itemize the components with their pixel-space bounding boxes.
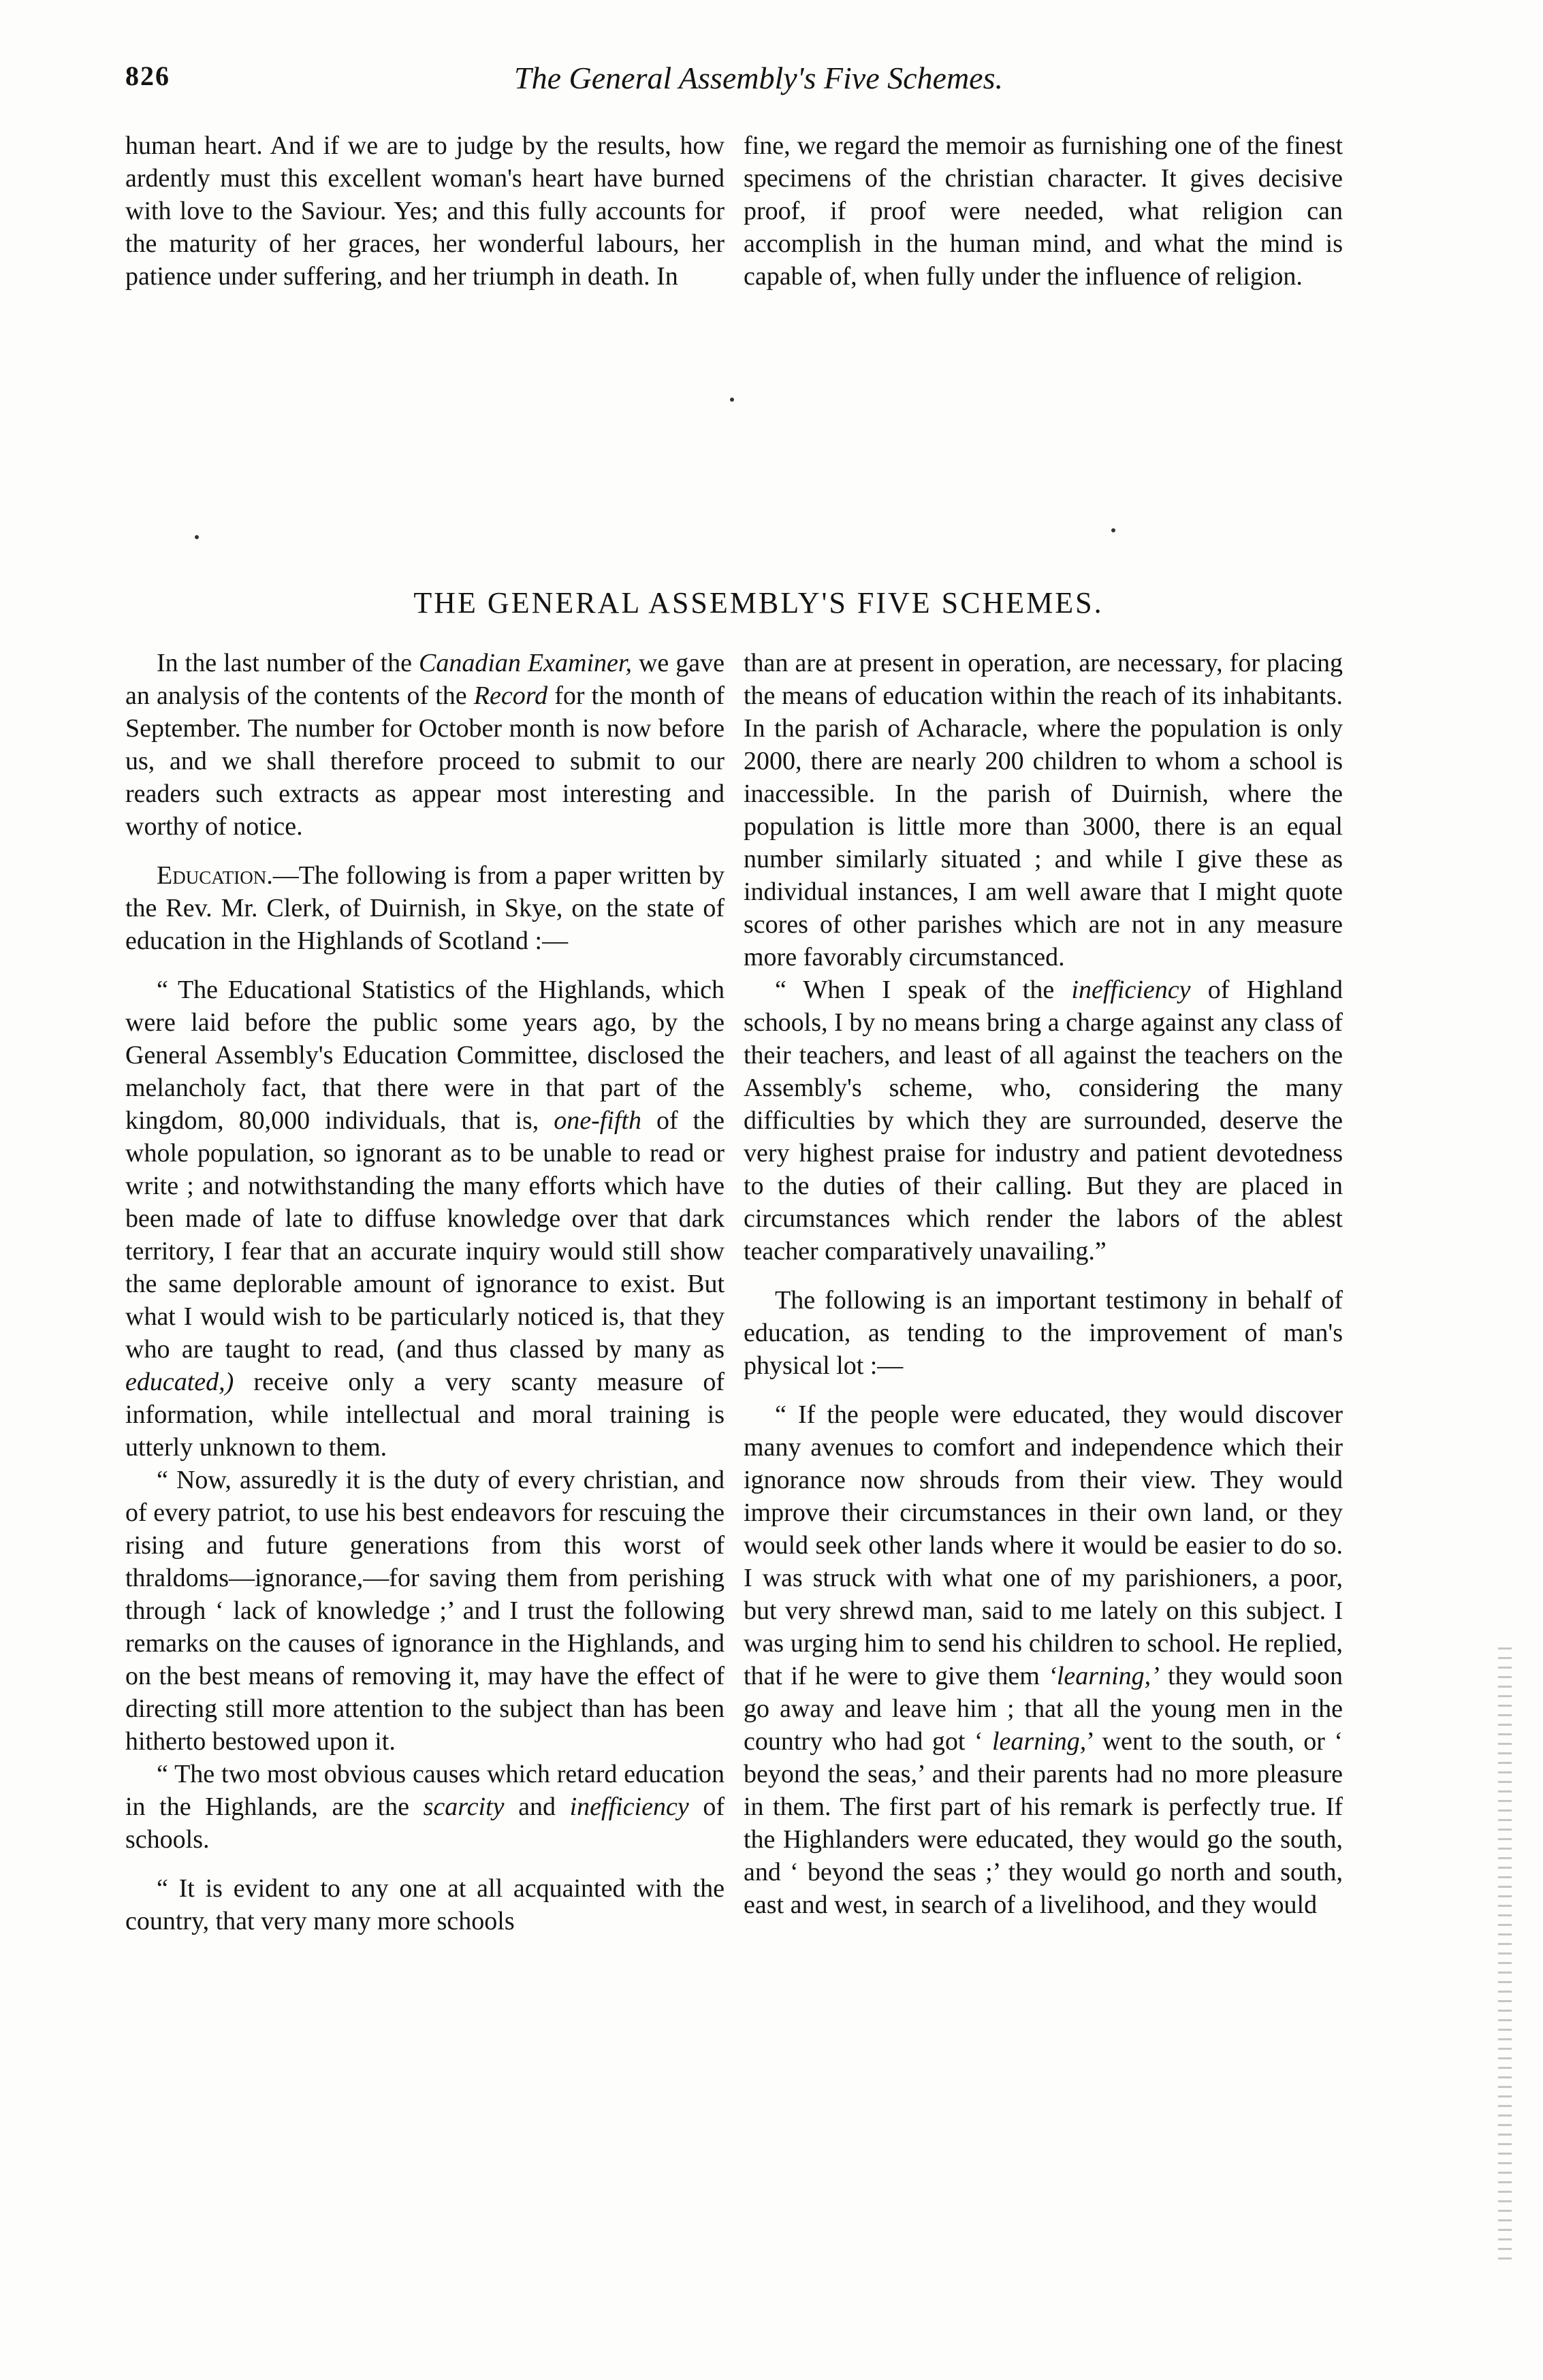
quote-paragraph: “ When I speak of the inefficiency of Highland schools, I by no means bring a charge against any class of their teachers, and least of all against the teachers on the Assembly's scheme, who, considering the many difficulties by which they are surrounded, deserve the very highest praise for industry and patient devotedness to the duties of their calling. But they are placed in circumstances which render the labors of the ablest teacher comparatively unavailing.” [744, 976, 1343, 1266]
article-left-column [125, 647, 725, 2267]
previous-article-text-right: fine, we regard the memoir as furnishing one of the finest specimens of the christian character. It gives decisive proof, if proof were needed, what religion can accomplish in the human mind, and what the mind is capable of, when fully under the influence of religion. [744, 131, 1343, 291]
article-right-column [744, 647, 1343, 2267]
article-title: THE GENERAL ASSEMBLY'S FIVE SCHEMES. [413, 586, 1104, 620]
quote-paragraph: “ It is evident to any one at all acquainted with the country, that very many more schools [125, 1874, 725, 1935]
publication-title: Canadian Examiner, [419, 649, 632, 677]
previous-article-right-column [744, 129, 1343, 293]
education-paragraph: Education.—The following is from a paper written by the Rev. Mr. Clerk, of Duirnish, in Skye, on the state of education in the Highlands of Scotland :— [125, 861, 725, 955]
previous-article-text-left: human heart. And if we are to judge by the results, how ardently must this excellent woman's heart have burned with love to the Saviour. Yes; and this fully accounts for the maturity of her graces, her wonderful labours, her patience under suffering, and her triumph in death. In [125, 131, 725, 291]
publication-title: Record [473, 681, 548, 710]
page-number: 826 [125, 61, 170, 91]
intro-paragraph: In the last number of the Canadian Examiner, we gave an analysis of the contents of the Record for the month of September. The number for October month is now before us, and we shall therefore proceed to submit to our readers such extracts as appear most interesting and worthy of notice. [125, 649, 725, 841]
quote-paragraph: “ Now, assuredly it is the duty of every christian, and of every patriot, to use his best endeavors for rescuing the rising and future generations from this worst of thraldoms—ignorance,—for saving them from perishing through ‘ lack of knowledge ;’ and I trust the following remarks on the causes of ignorance in the Highlands, and on the best means of removing it, may have the effect of directing still more attention to the subject than has been hitherto bestowed upon it. [125, 1466, 725, 1756]
running-head [125, 60, 1392, 109]
quote-paragraph: “ If the people were educated, they would discover many avenues to comfort and independence which their ignorance now shrouds from their view. They would improve their circumstances in their own land, or they would seek other lands where it would be easier to do so. I was struck with what one of my parishioners, a poor, but very shrewd man, said to me lately on this subject. I was urging him to send his children to school. He replied, that if he were to give them ‘learning,’ they would soon go away and leave him ; that all the young men in the country who had got ‘ learning,’ went to the south, or ‘ beyond the seas,’ and their parents had no more pleasure in them. The first part of his remark is perfectly true. If the Highlanders were educated, they would go the south, and ‘ beyond the seas ;’ they would go north and south, east and west, in search of a livelihood, and they would [744, 1400, 1343, 1919]
margin-binding-marks [1498, 1647, 1512, 2260]
testimony-intro-paragraph: The following is an important testimony in behalf of education, as tending to the improvement of man's physical lot :— [744, 1286, 1343, 1380]
running-title: The General Assembly's Five Schemes. [514, 61, 1003, 95]
quote-paragraph-continued: than are at present in operation, are necessary, for placing the means of education within the reach of its inhabitants. In the parish of Acharacle, where the population is only 2000, there are nearly 200 children to whom a school is inaccessible. In the parish of Duirnish, where the population is little more than 3000, there is an equal number similarly situated ; and while I give these as individual instances, I am well aware that I might quote scores of other parishes which are not in any measure more favorably circumstanced. [744, 649, 1343, 971]
quote-paragraph: “ The Educational Statistics of the Highlands, which were laid before the public some years ago, by the General Assembly's Education Committee, disclosed the melancholy fact, that there were in that part of the kingdom, 80,000 individuals, that is, one-fifth of the whole population, so ignorant as to be unable to read or write ; and notwithstanding the many efforts which have been made of late to diffuse knowledge over that dark territory, I fear that an accurate inquiry would still show the same deplorable amount of ignorance to exist. But what I would wish to be particularly noticed is, that they who are taught to read, (and thus classed by many as educated,) receive only a very scanty measure of information, while intellectual and moral training is utterly unknown to them. [125, 976, 725, 1462]
section-heading: Education. [157, 861, 273, 890]
previous-article-left-column [125, 129, 725, 293]
print-speck [730, 398, 734, 402]
print-speck [195, 535, 199, 539]
quote-paragraph: “ The two most obvious causes which retard education in the Highlands, are the scarcity and inefficiency of schools. [125, 1760, 725, 1854]
print-speck [1111, 528, 1115, 532]
